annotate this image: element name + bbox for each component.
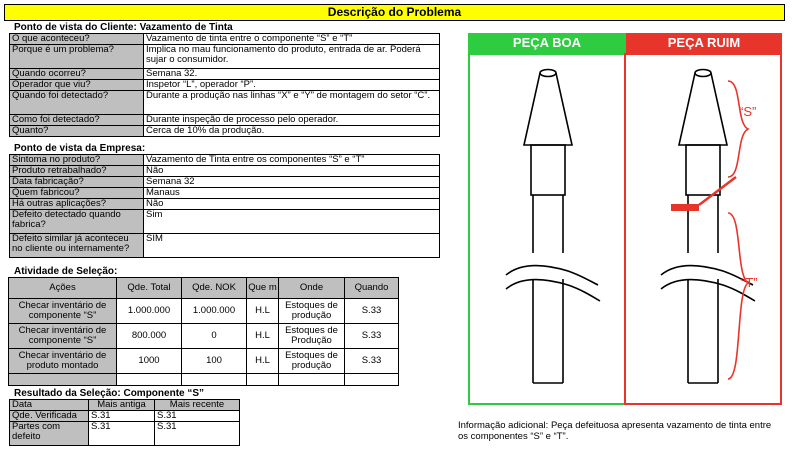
cliente-value: Inspetor “L”, operador “P”. (144, 80, 440, 91)
column-header: Ações (9, 278, 117, 299)
table-row (10, 69, 440, 80)
table-row (10, 126, 440, 137)
cliente-label: Como foi detectado? (10, 115, 144, 126)
table-cell: 0 (182, 324, 247, 349)
table-cell: S.31 (155, 411, 240, 422)
cliente-table (9, 33, 440, 137)
cliente-label: O que aconteceu? (10, 34, 144, 45)
table-cell: S.31 (89, 422, 155, 446)
table-row (10, 34, 440, 45)
table-cell: Checar inventário de produto montado (9, 349, 117, 374)
table-row (10, 91, 440, 115)
table-cell: Qde. Verificada (10, 411, 89, 422)
table-cell: S.33 (345, 299, 399, 324)
cliente-label: Quanto? (10, 126, 144, 137)
empresa-label: Quem fabricou? (10, 188, 144, 199)
column-header: Onde (279, 278, 345, 299)
table-cell: Estoques de Produção (279, 324, 345, 349)
s-bracket (728, 81, 748, 177)
table-cell: S.33 (345, 349, 399, 374)
table-cell (279, 374, 345, 386)
table-row (10, 80, 440, 91)
pen-drawing (468, 53, 784, 405)
selecao-heading: Atividade de Seleção: (14, 266, 118, 277)
s-label: “S” (739, 104, 757, 119)
table-cell (247, 374, 279, 386)
empresa-label: Sintoma no produto? (10, 155, 144, 166)
empresa-heading: Ponto de vista da Empresa: (14, 143, 146, 154)
table-cell: Estoques de produção (279, 349, 345, 374)
table-cell: H.L (247, 299, 279, 324)
table-cell: 100 (182, 349, 247, 374)
table-row (9, 324, 399, 349)
table-row (10, 45, 440, 69)
info-note: Informação adicional: Peça defeituosa apresenta vazamento de tinta entre os componentes “S” e “T”. (458, 420, 772, 442)
cliente-value: Implica no mau funcionamento do produto, entrada de ar. Poderá sujar o consumidor. (144, 45, 440, 69)
cliente-value: Cerca de 10% da produção. (144, 126, 440, 137)
cliente-label: Quando foi detectado? (10, 91, 144, 115)
leak-mark (671, 204, 699, 211)
table-row (10, 188, 440, 199)
column-header: Mais recente (155, 400, 240, 411)
table-cell: H.L (247, 324, 279, 349)
empresa-label: Data fabricação? (10, 177, 144, 188)
table-cell: 800.000 (117, 324, 182, 349)
peca-boa-header: PEÇA BOA (468, 33, 626, 53)
empresa-value: Não (144, 166, 440, 177)
selecao-table (8, 277, 399, 386)
cliente-value: Durante inspeção de processo pelo operador. (144, 115, 440, 126)
empresa-table (9, 154, 440, 258)
empresa-value: Vazamento de Tinta entre os componentes “S” e “T” (144, 155, 440, 166)
empresa-value: SIM (144, 234, 440, 258)
column-header: Quando (345, 278, 399, 299)
cliente-label: Quando ocorreu? (10, 69, 144, 80)
cliente-value: Vazamento de tinta entre o componente “S” e “T” (144, 34, 440, 45)
t-label: “T” (741, 275, 758, 290)
table-cell (117, 374, 182, 386)
empresa-value: Semana 32 (144, 177, 440, 188)
resultado-heading: Resultado da Seleção: Componente “S” (14, 388, 205, 399)
column-header: Data (10, 400, 89, 411)
cliente-value: Durante a produção nas linhas “X” e “Y” de montagem do setor “C”. (144, 91, 440, 115)
table-cell: Estoques de produção (279, 299, 345, 324)
table-cell: Checar inventário de componente “S” (9, 299, 117, 324)
table-cell: S.33 (345, 324, 399, 349)
table-row (9, 299, 399, 324)
empresa-label: Há outras aplicações? (10, 199, 144, 210)
table-row (10, 199, 440, 210)
page-title: Descrição do Problema (4, 4, 785, 21)
table-row (9, 374, 399, 386)
table-row (10, 422, 240, 446)
column-header: Que m (247, 278, 279, 299)
cliente-value: Semana 32. (144, 69, 440, 80)
column-header: Qde. NOK (182, 278, 247, 299)
table-cell (9, 374, 117, 386)
table-cell: Checar inventário de componente “S” (9, 324, 117, 349)
table-cell: S.31 (89, 411, 155, 422)
empresa-label: Produto retrabalhado? (10, 166, 144, 177)
table-row (10, 155, 440, 166)
table-cell: Partes com defeito (10, 422, 89, 446)
table-cell: 1000 (117, 349, 182, 374)
empresa-label: Defeito similar já aconteceu no cliente ou internamente? (10, 234, 144, 258)
table-cell: 1.000.000 (117, 299, 182, 324)
empresa-value: Manaus (144, 188, 440, 199)
cliente-label: Porque é um problema? (10, 45, 144, 69)
empresa-value: Não (144, 199, 440, 210)
empresa-value: Sim (144, 210, 440, 234)
cliente-label: Operador que viu? (10, 80, 144, 91)
column-header: Qde. Total (117, 278, 182, 299)
table-row (10, 166, 440, 177)
table-row (9, 349, 399, 374)
table-cell (345, 374, 399, 386)
table-row (10, 234, 440, 258)
table-header-row (10, 400, 240, 411)
table-row (10, 115, 440, 126)
table-row (10, 177, 440, 188)
good-piece-drawing (506, 70, 600, 384)
table-cell: S.31 (155, 422, 240, 446)
cliente-heading: Ponto de vista do Cliente: Vazamento de Tinta (14, 22, 233, 33)
table-cell: H.L (247, 349, 279, 374)
peca-ruim-header: PEÇA RUIM (626, 33, 782, 53)
table-cell: 1.000.000 (182, 299, 247, 324)
empresa-label: Defeito detectado quando fabrica? (10, 210, 144, 234)
resultado-table (9, 399, 240, 446)
table-row (10, 411, 240, 422)
table-header-row (9, 278, 399, 299)
table-row (10, 210, 440, 234)
table-cell (182, 374, 247, 386)
column-header: Mais antiga (89, 400, 155, 411)
